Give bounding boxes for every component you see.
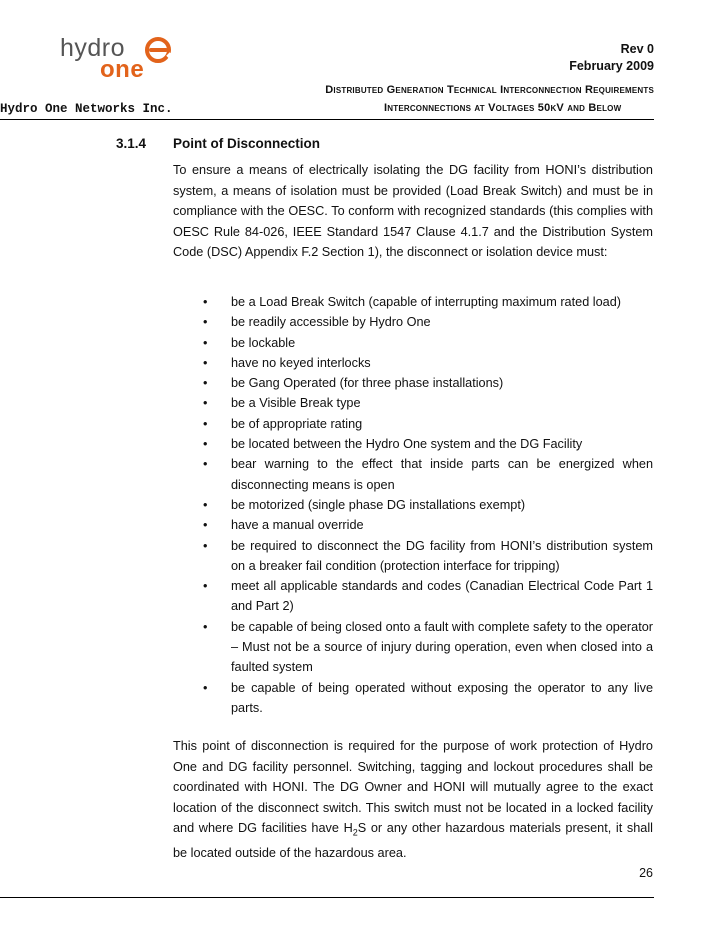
hydro-one-logo [60,34,170,84]
list-item-text: be of appropriate rating [231,416,363,431]
logo-word-hydro: hydro [60,34,126,62]
bullet-icon: • [203,579,208,594]
list-item [200,576,653,617]
revision: Rev 0 [620,42,654,56]
list-item [200,353,653,373]
section-number: 3.1.4 [116,136,147,151]
bullet-icon: • [203,457,208,472]
list-item [200,393,653,413]
closing-text-after: S or any other hazardous materials present, it shall be located outside of the hazardous area. [173,821,653,861]
list-item-text: be capable of being closed onto a fault with complete safety to the operator – Must not be a source of injury during operation, even when closed into a faulted system [231,619,653,675]
list-item-text: be capable of being operated without exposing the operator to any live parts. [231,680,653,715]
list-item [200,292,653,312]
closing-paragraph [173,736,653,864]
list-item [200,312,653,332]
list-item-text: be lockable [231,335,296,350]
bullet-icon: • [203,396,208,411]
closing-subscript: 2 [352,827,358,838]
bullet-icon: • [203,518,208,533]
list-item-text: be motorized (single phase DG installations exempt) [231,497,526,512]
bullet-icon: • [203,437,208,452]
list-item-text: be a Load Break Switch (capable of interrupting maximum rated load) [231,295,621,309]
list-item [200,373,653,393]
section-title: Point of Disconnection [173,136,320,151]
bullet-icon: • [203,335,208,350]
logo-word-one: one [100,56,145,83]
list-item-text: be a Visible Break type [231,396,361,411]
header-rule [0,119,654,120]
footer-rule [0,897,654,898]
requirements-list [200,292,653,718]
list-item-text: bear warning to the effect that inside parts can be energized when disconnecting means is open [231,457,653,492]
bullet-icon: • [203,355,208,370]
list-item-text: be readily accessible by Hydro One [231,315,431,330]
list-item [200,414,653,434]
list-item-text: be located between the Hydro One system and the DG Facility [231,437,583,452]
list-item-text: have a manual override [231,518,364,533]
logo-swirl-icon [142,34,174,66]
bullet-icon: • [203,416,208,431]
list-item [200,617,653,678]
list-item [200,434,653,454]
list-item [200,678,653,719]
bullet-icon: • [203,497,208,512]
bullet-icon: • [203,295,208,309]
bullet-icon: • [203,538,208,553]
list-item-text: meet all applicable standards and codes (Canadian Electrical Code Part 1 and Part 2) [231,579,653,614]
document-title: Distributed Generation Technical Interconnection Requirements [325,84,654,96]
list-item [200,333,653,353]
page-number: 26 [639,866,653,880]
bullet-icon: • [203,315,208,330]
list-item-text: be required to disconnect the DG facility from HONI’s distribution system on a breaker fail condition (protection interface for tripping) [231,538,653,573]
document-date: February 2009 [569,59,654,73]
bullet-icon: • [203,680,208,695]
list-item-text: be Gang Operated (for three phase installations) [231,376,504,391]
document-subtitle: Interconnections at Voltages 50kV and Below [384,102,622,114]
list-item [200,454,653,495]
intro-paragraph: To ensure a means of electrically isolating the DG facility from HONI’s distribution system, a means of isolation must be provided (Load Break Switch) and must be in compliance with the OESC. To conform with recognized standards (this complies with OESC Rule 84-026, IEEE Standard 1547 Clause 4.1.7 and the Distribution System Code (DSC) Appendix F.2 Section 1), the disconnect or isolation device must: [173,163,653,259]
list-item [200,536,653,577]
list-item-text: have no keyed interlocks [231,355,371,370]
list-item [200,515,653,535]
bullet-icon: • [203,619,208,634]
bullet-icon: • [203,376,208,391]
company-name: Hydro One Networks Inc. [0,102,173,116]
closing-text-before: This point of disconnection is required for the purpose of work protection of Hydro One and DG facility personnel. Switching, tagging and lockout procedures shall be coordinated with HONI. The DG Owner and HONI will mutually agree to the exact location of the disconnect switch. This switch must not be located in a locked facility and where DG facilities have H [173,739,653,835]
list-item [200,495,653,515]
